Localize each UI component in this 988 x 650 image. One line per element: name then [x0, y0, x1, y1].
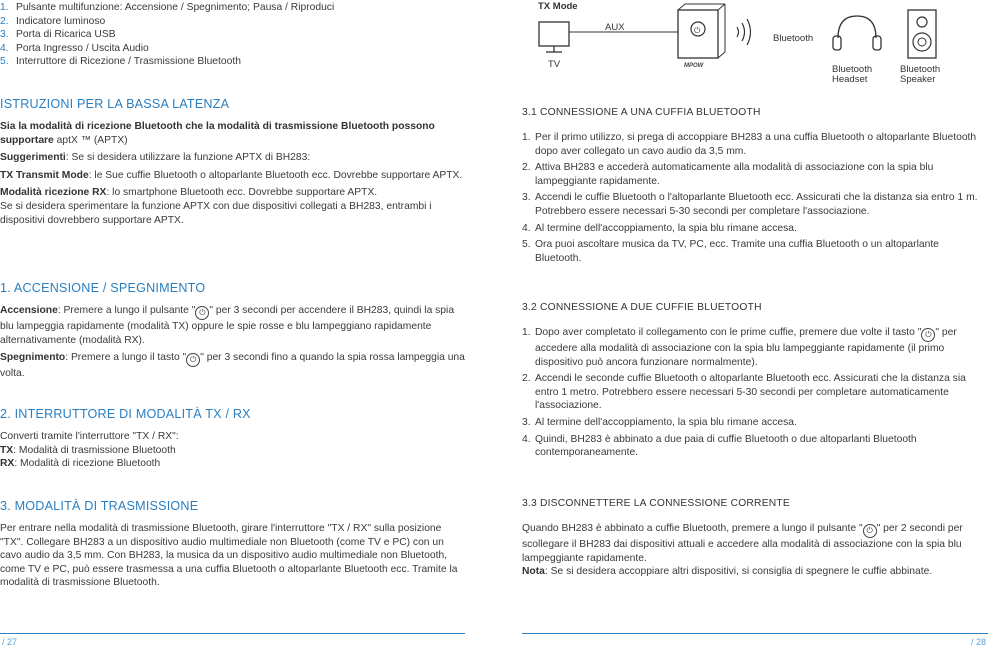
tx-mode-diagram	[530, 0, 980, 92]
tips-paragraph: Suggerimenti: Se si desidera utilizzare la funzione APTX di BH283:	[0, 152, 311, 164]
headset-icon	[838, 16, 876, 38]
section-title: 3.3 DISCONNETTERE LA CONNESSIONE CORRENTE	[522, 498, 790, 509]
power-section	[0, 280, 468, 381]
device-power-icon: ⏻	[694, 26, 701, 35]
section-title: 3. MODALITÀ DI TRASMISSIONE	[0, 499, 199, 513]
power-on-paragraph: Accensione: Premere a lungo il pulsante " ⏻ " per 3 secondi per accendere il BH283, quindi la spia blu lampeggia rapidamente (modalità TX) oppure le spie rosse e blu lampeggiano rapidamente alternativamente (modalità RX).	[0, 305, 455, 346]
latency-intro: Sia la modalità di ricezione Bluetooth che la modalità di trasmissione Bluetooth possono supportare aptX ™ (APTX)	[0, 121, 435, 146]
tv-icon	[539, 22, 569, 46]
list-item: 1. Pulsante multifunzione: Accensione / Spegnimento; Pausa / Riproduci	[0, 2, 335, 13]
section-3-1	[522, 106, 988, 268]
transmission-body: Per entrare nella modalità di trasmissione Bluetooth, girare l'interruttore "TX / RX" sulla posizione "TX". Collegare BH283 a un dispositivo audio multimediale non Bluetooth (come TV e PC) con un cavo audio da 3,5 mm. Con BH283, la musica da un dispositivo audio multimediale non Bluetooth, come TV e PC, può essere trasmessa a una cuffia Bluetooth o altoparlante Bluetooth ecc. Tramite la modalità di trasmissione Bluetooth.	[0, 523, 458, 589]
switch-section	[0, 406, 468, 471]
list-item: 3. Porta di Ricarica USB	[0, 29, 116, 41]
page-number: / 28	[970, 637, 986, 647]
power-icon: ⏻	[195, 306, 209, 320]
power-icon: ⏻	[921, 328, 935, 342]
disconnect-body: Quando BH283 è abbinato a cuffie Bluetooth, premere a lungo il pulsante " ⏻ " per 2 secondi per scollegare il BH283 dai dispositivi attuali e accedere alla modalità di associazione con la spia blu lampeggiante rapidamente.	[522, 523, 963, 564]
latency-section	[0, 96, 468, 227]
list-item: 3. Al termine dell'accoppiamento, la spia blu rimane accesa.	[522, 416, 797, 428]
brand-logo: MPOW	[684, 63, 704, 69]
diagram-title: TX Mode	[538, 1, 578, 12]
list-item: 1. Dopo aver completato il collegamento con le prime cuffie, premere due volte il tasto " ⏻ " per accedere alla modalità di associazione con la spia blu lampeggiante rapidamente (il primo dispositivo può ancora funzionare normalmente).	[522, 327, 957, 368]
speaker-label: Bluetooth Speaker	[900, 64, 941, 85]
list-item: 3. Accendi le cuffie Bluetooth o l'altoparlante Bluetooth ecc. Assicurati che la distanza sia entro 1 m. Potrebbero essere necessari 5-30 secondi per completare l'associazione.	[522, 192, 978, 217]
transmission-section	[0, 498, 466, 590]
list-item: 4. Porta Ingresso / Uscita Audio	[0, 42, 149, 54]
section-title: 1. ACCENSIONE / SPEGNIMENTO	[0, 281, 206, 295]
section-title: 3.2 CONNESSIONE A DUE CUFFIE BLUETOOTH	[522, 302, 762, 313]
note-paragraph: Nota: Se si desidera accoppiare altri dispositivi, si consiglia di spegnere le cuffie abbinate.	[522, 566, 933, 578]
list-item: 1. Per il primo utilizzo, si prega di accoppiare BH283 a una cuffia Bluetooth o altoparlante Bluetooth dopo aver collegato un cavo audio da 3,5 mm.	[522, 132, 977, 157]
signal-icon	[737, 27, 739, 37]
list-item: 5. Ora puoi ascoltare musica da TV, PC, ecc. Tramite una cuffia Bluetooth o un altoparlante Bluetooth.	[522, 239, 939, 264]
steps-list	[522, 131, 988, 265]
list-item: 4. Al termine dell'accoppiamento, la spia blu rimane accesa.	[522, 222, 797, 234]
footer-divider	[522, 633, 988, 634]
tx-line: TX: Modalità di trasmissione Bluetooth	[0, 444, 176, 456]
list-item: 2. Indicatore luminoso	[0, 15, 106, 27]
page-number: / 27	[2, 637, 18, 647]
aptx-note: Se si desidera sperimentare la funzione APTX con due dispositivi collegati a BH283, entrambi i dispositivi dovrebbero supportare APTX.	[0, 200, 432, 226]
rx-line: RX: Modalità di ricezione Bluetooth	[0, 458, 161, 470]
power-off-paragraph: Spegnimento: Premere a lungo il tasto " ⏻ " per 3 secondi fino a quando la spia rossa lampeggia una volta.	[0, 352, 465, 380]
section-3-3	[522, 497, 988, 579]
section-title: 2. INTERRUTTORE DI MODALITÀ TX / RX	[0, 407, 251, 421]
bluetooth-label: Bluetooth	[773, 33, 814, 44]
list-item: 2. Attiva BH283 e accederà automaticamente alla modalità di associazione con la spia blu lampeggiante rapidamente.	[522, 162, 934, 187]
list-item: 4. Quindi, BH283 è abbinato a due paia di cuffie Bluetooth o due altoparlanti Bluetooth contemporaneamente.	[522, 433, 917, 459]
aux-label: AUX	[605, 22, 625, 33]
power-icon: ⏻	[863, 524, 877, 538]
section-title: 3.1 CONNESSIONE A UNA CUFFIA BLUETOOTH	[522, 107, 761, 118]
rx-paragraph: Modalità ricezione RX: lo smartphone Bluetooth ecc. Dovrebbe supportare APTX.	[0, 187, 378, 199]
power-icon: ⏻	[186, 353, 200, 367]
steps-list	[522, 326, 988, 460]
list-item: 5. Interruttore di Ricezione / Trasmissione Bluetooth	[0, 56, 241, 68]
section-3-2	[522, 301, 988, 463]
features-list	[0, 1, 468, 69]
section-title: ISTRUZIONI PER LA BASSA LATENZA	[0, 97, 230, 111]
tv-label: TV	[548, 59, 561, 70]
headset-label: Bluetooth Headset	[832, 64, 873, 85]
list-item: 2. Accendi le seconde cuffie Bluetooth o altoparlante Bluetooth ecc. Assicurati che la distanza sia entro 1 metro. Potrebbero essere necessari 5-30 secondi per completare automaticamente l'associazione.	[522, 373, 966, 412]
footer-divider	[0, 633, 465, 634]
switch-intro: Converti tramite l'interruttore "TX / RX":	[0, 431, 179, 442]
tx-paragraph: TX Transmit Mode: le Sue cuffie Bluetooth o altoparlante Bluetooth ecc. Dovrebbe supportare APTX.	[0, 169, 463, 181]
